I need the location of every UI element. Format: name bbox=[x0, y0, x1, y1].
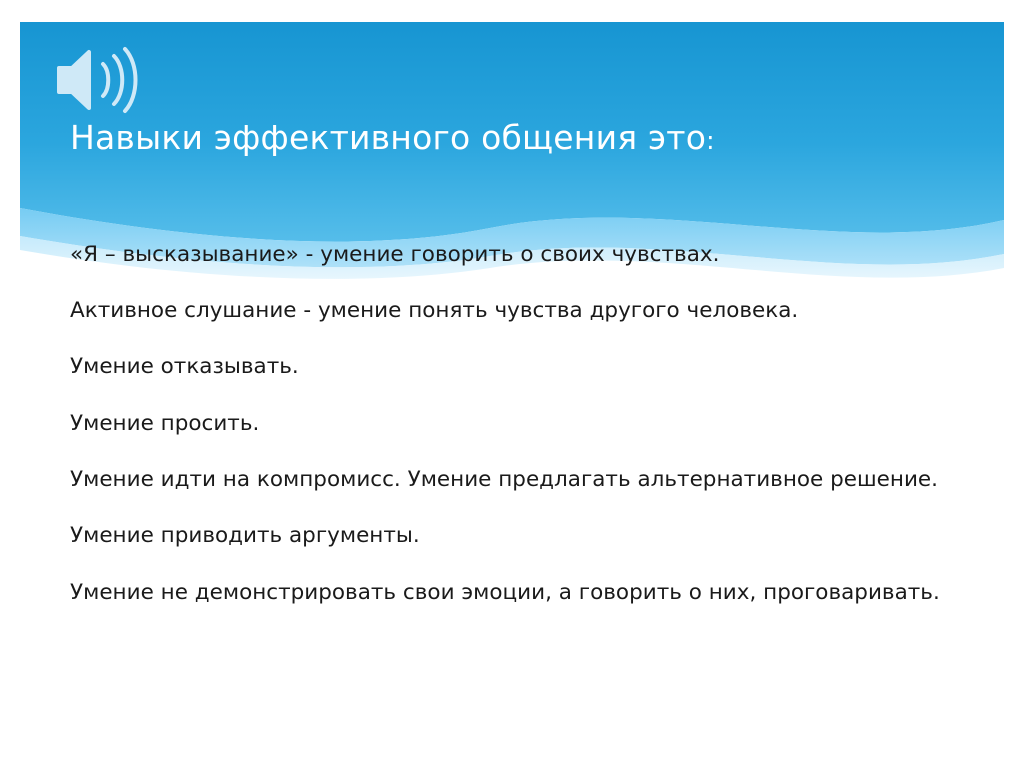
content-list bbox=[70, 219, 970, 607]
list-item: Умение отказывать. bbox=[70, 354, 299, 380]
list-item: Умение приводить аргументы. bbox=[70, 523, 420, 549]
list-item: Активное слушание - умение понять чувства другого человека. bbox=[70, 297, 799, 323]
slide-content-area bbox=[20, 22, 1004, 746]
list-item: Умение просить. bbox=[70, 410, 260, 436]
page-title-text: Навыки эффективного общения это bbox=[70, 118, 707, 157]
speaker-icon bbox=[48, 40, 144, 120]
list-item: «Я – высказывание» - умение говорить о своих чувствах. bbox=[70, 241, 720, 267]
page-title-colon: : bbox=[706, 126, 715, 155]
page-title bbox=[70, 118, 950, 158]
list-item: Умение идти на компромисс. Умение предлагать альтернативное решение. bbox=[70, 467, 938, 492]
list-item: Умение не демонстрировать свои эмоции, а говорить о них, проговаривать. bbox=[70, 579, 940, 605]
